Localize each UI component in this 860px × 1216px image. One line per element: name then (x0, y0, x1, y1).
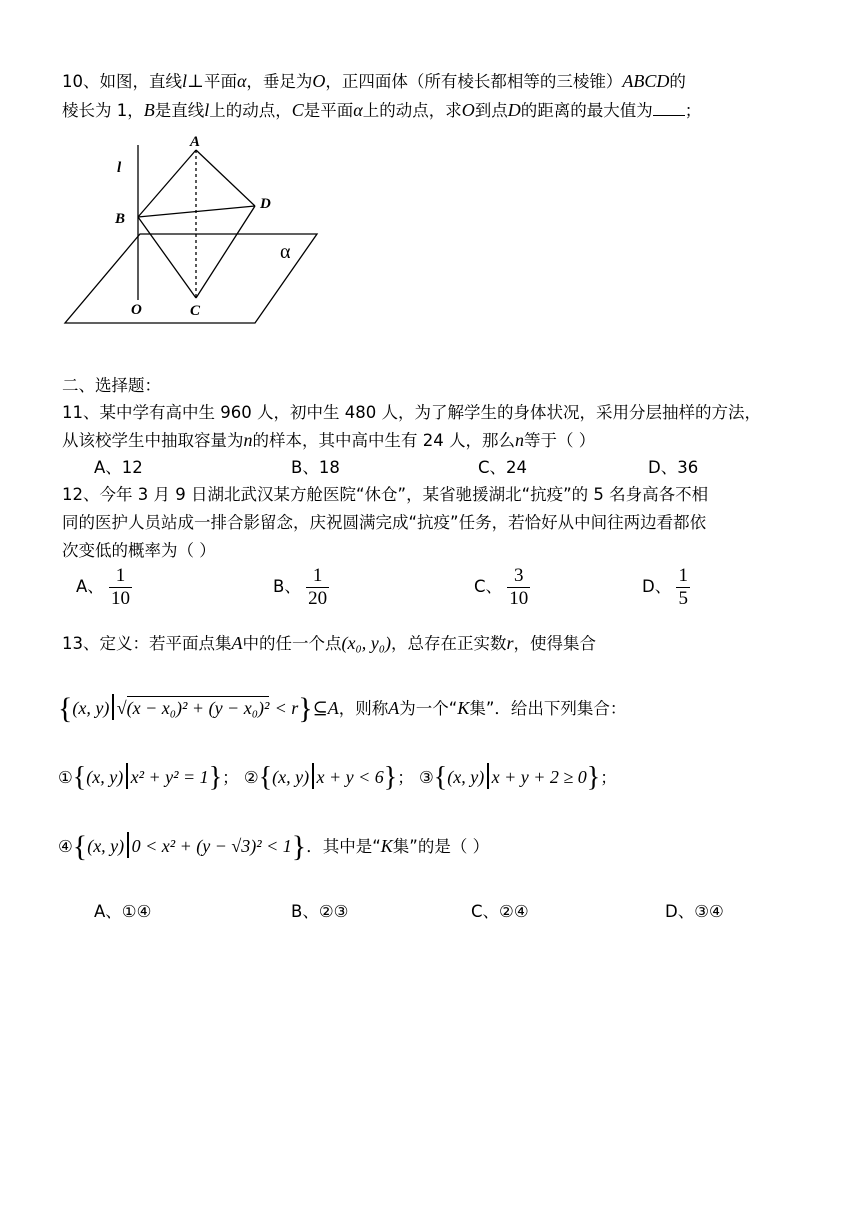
answer-blank (653, 101, 685, 116)
q13-line2 (58, 692, 626, 726)
fraction (306, 565, 329, 610)
fig-label-A: A (190, 134, 201, 150)
numerator: 1 (109, 565, 132, 588)
q11-option-b: B、18 (291, 458, 340, 477)
q10-text: 上的动点， (209, 101, 292, 120)
set-number: ② (243, 768, 259, 787)
q11-text: 等于（ ） (524, 431, 596, 450)
math-A: A (388, 698, 400, 718)
q10-text: 是直线 (154, 101, 205, 120)
q11-option-d: D、36 (648, 458, 699, 477)
separator: ； (222, 768, 239, 787)
q10-text: 棱长为 1， (62, 101, 144, 120)
brace-close: } (291, 830, 307, 863)
math-set1: x² + y² = 1 (130, 767, 209, 787)
sqrt-sign: √ (116, 698, 127, 718)
math-alpha: α (236, 71, 247, 91)
math-A: A (231, 633, 243, 653)
math-n: n (515, 430, 524, 450)
math-xy: (x, y) (72, 698, 110, 718)
brace-open: { (72, 830, 88, 863)
set-number: ③ (418, 768, 434, 787)
math-set3: x + y + 2 ≥ 0 (491, 767, 587, 787)
math-xy: (x, y) (86, 767, 124, 787)
brace-open: { (58, 692, 73, 725)
q13-text: ．其中是“ (306, 837, 381, 856)
q11-text: 从该校学生中抽取容量为 (62, 431, 244, 450)
math-l: l (182, 71, 188, 91)
q10-line1 (62, 68, 686, 92)
q10-text: ，正四面体（所有棱长都相等的三棱锥） (325, 72, 623, 91)
math-subseteq: ⊆ (312, 698, 328, 718)
math-K: K (457, 698, 470, 718)
q13-text: ，总存在正实数 (390, 634, 507, 653)
numerator: 1 (678, 565, 688, 586)
q13-line4 (58, 830, 489, 864)
q12-line2: 同的医护人员站成一排合影留念，庆祝圆满完成“抗疫”任务，若恰好从中间往两边看都依 (62, 513, 707, 532)
q12-option-b (273, 565, 329, 610)
brace-close: } (586, 762, 601, 793)
math-O: O (312, 71, 326, 91)
set-number: ① (58, 768, 73, 787)
q13-line3 (58, 762, 617, 794)
brace-close: } (208, 762, 223, 793)
fraction (109, 565, 132, 610)
q13-option-b: B、②③ (291, 902, 349, 921)
q10-text: 平面 (203, 72, 237, 91)
q10-text: 上的动点，求 (362, 101, 462, 120)
q10-text: 的距离的最大值为 (520, 101, 653, 120)
separator: ； (397, 768, 414, 787)
fraction (507, 565, 530, 610)
edge-DC (196, 206, 255, 298)
numerator: 3 (507, 565, 530, 588)
q13-text: 中的任一个点 (242, 634, 342, 653)
math-K: K (380, 836, 393, 856)
q11-text: 的样本，其中高中生有 24 人，那么 (252, 431, 515, 450)
brace-open: { (433, 762, 448, 793)
fig-label-C: C (190, 303, 201, 319)
option-label: D、 (642, 576, 672, 596)
denominator: 20 (308, 587, 328, 609)
edge-BA (138, 150, 196, 217)
q10-text: 到点 (474, 101, 508, 120)
denominator: 5 (678, 587, 688, 609)
fig-label-D: D (260, 196, 271, 212)
math-set2: x + y < 6 (316, 767, 384, 787)
q12-line3: 次变低的概率为（ ） (62, 541, 216, 560)
edge-AD (196, 150, 255, 206)
q12-line1: 12、今年 3 月 9 日湖北武汉某方舱医院“休仓”，某省驰援湖北“抗疫”的 5 名身高各不相 (62, 485, 709, 504)
denominator: 10 (111, 587, 131, 609)
option-label: C、 (474, 576, 503, 596)
q13-option-a: A、①④ (94, 902, 152, 921)
q13-line1 (62, 630, 596, 654)
fraction (676, 565, 690, 610)
q12-option-c (474, 565, 530, 610)
q13-text: 为一个“ (399, 699, 458, 718)
q13-text: 13、定义：若平面点集 (62, 634, 232, 653)
section-heading: 二、选择题： (62, 376, 161, 395)
q10-text: 是平面 (303, 101, 354, 120)
q12-option-a (76, 565, 132, 610)
q13-text: 集”．给出下列集合： (469, 699, 627, 718)
separator: ； (600, 768, 617, 787)
q11-line2 (62, 427, 595, 451)
brace-close: } (383, 762, 398, 793)
set-bar (487, 763, 488, 789)
math-r: r (506, 633, 514, 653)
set-bar (312, 763, 313, 789)
q10-text: ； (684, 101, 702, 120)
set-bar (127, 832, 128, 858)
set-bar (112, 694, 113, 720)
q13-option-d: D、③④ (665, 902, 724, 921)
math-B: B (143, 100, 155, 120)
fig-label-alpha: α (280, 241, 291, 263)
math-D: D (507, 100, 521, 120)
math-set4: 0 < x² + (y − √3)² < 1 (131, 836, 292, 856)
fig-label-l: l (117, 160, 122, 176)
numerator: 1 (306, 565, 329, 588)
q11-option-a: A、12 (94, 458, 143, 477)
option-label: B、 (273, 576, 301, 596)
math-alpha: α (353, 100, 363, 120)
set-number: ④ (58, 837, 73, 856)
fig-label-O: O (131, 302, 142, 318)
option-label: A、 (76, 576, 104, 596)
q12-option-d (642, 565, 690, 610)
brace-close: } (298, 692, 313, 725)
math-xy: (x, y) (87, 836, 125, 856)
math-l: l (204, 100, 210, 120)
q10-text: 的 (669, 72, 686, 91)
math-C: C (291, 100, 304, 120)
fig-label-B: B (115, 211, 126, 227)
q11-option-c: C、24 (478, 458, 528, 477)
q13-text: ，则称 (338, 699, 389, 718)
q13-text: ，使得集合 (513, 634, 596, 653)
q13-option-c: C、②④ (471, 902, 529, 921)
q13-text: 集”的是（ ） (392, 837, 490, 856)
q11-line1: 11、某中学有高中生 960 人，初中生 480 人，为了解学生的身体状况，采用分层抽样的方法， (62, 403, 761, 422)
math-point: (x₀, y₀) (341, 633, 391, 653)
edge-BC (138, 217, 196, 298)
q10-text: 10、如图，直线 (62, 72, 182, 91)
math-ABCD: ABCD (622, 71, 670, 91)
brace-open: { (72, 762, 87, 793)
math-xy: (x, y) (447, 767, 485, 787)
set-bar (126, 763, 127, 789)
brace-open: { (258, 762, 273, 793)
q10-text: ，垂足为 (246, 72, 313, 91)
q10-line2 (62, 97, 701, 121)
math-A: A (327, 698, 339, 718)
denominator: 10 (509, 587, 529, 609)
math-O: O (461, 100, 475, 120)
math-xy: (x, y) (272, 767, 310, 787)
tetrahedron-figure (55, 130, 335, 335)
math-sqrt-expr: (x − x₀)² + (y − x₀)² (126, 698, 270, 718)
math-n: n (243, 430, 253, 450)
math-lt-r: < r (274, 698, 299, 718)
math-perp: ⊥ (187, 71, 204, 91)
